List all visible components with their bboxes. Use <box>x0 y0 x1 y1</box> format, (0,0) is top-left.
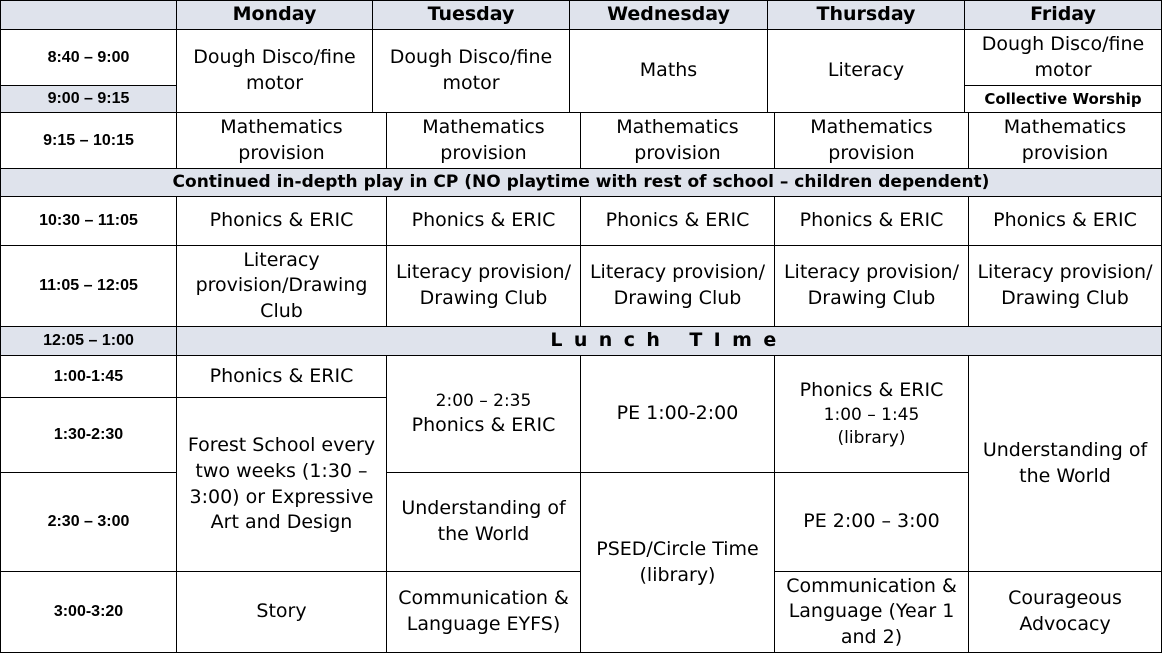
wed-phonics: Phonics & ERIC <box>580 196 775 246</box>
time-0915: 9:15 – 10:15 <box>0 112 177 169</box>
time-1105: 11:05 – 12:05 <box>0 245 177 327</box>
thu-communication-language: Communication & Language (Year 1 and 2) <box>774 571 969 653</box>
thu-phonics-time: 1:00 – 1:45 <box>823 404 920 425</box>
corner-cell <box>0 0 177 30</box>
wed-psed-circle-time: PSED/Circle Time (library) <box>580 472 775 653</box>
header-thursday: Thursday <box>767 0 965 30</box>
wed-maths-provision: Mathematics provision <box>580 112 775 169</box>
mon-maths-provision: Mathematics provision <box>176 112 387 169</box>
header-friday: Friday <box>964 0 1162 30</box>
wed-literacy-provision: Literacy provision/ Drawing Club <box>580 245 775 327</box>
mon-forest-school: Forest School every two weeks (1:30 – 3:00) or Expressive Art and Design <box>176 397 387 572</box>
wed-maths: Maths <box>569 29 768 113</box>
tue-dough-disco: Dough Disco/fine motor <box>372 29 570 113</box>
mon-phonics: Phonics & ERIC <box>176 196 387 246</box>
thu-maths-provision: Mathematics provision <box>774 112 969 169</box>
fri-understanding-world: Understanding of the World <box>968 355 1162 572</box>
thu-phonics: Phonics & ERIC <box>774 196 969 246</box>
thu-literacy-provision: Literacy provision/ Drawing Club <box>774 245 969 327</box>
header-tuesday: Tuesday <box>372 0 570 30</box>
time-0840: 8:40 – 9:00 <box>0 29 177 86</box>
mon-dough-disco: Dough Disco/fine motor <box>176 29 373 113</box>
fri-phonics: Phonics & ERIC <box>968 196 1162 246</box>
thu-phonics-label: Phonics & ERIC <box>799 379 944 402</box>
tue-afternoon-phonics-cell <box>386 355 581 473</box>
time-0100: 1:00-1:45 <box>0 355 177 398</box>
thu-afternoon-phonics-cell <box>774 355 969 473</box>
thu-literacy: Literacy <box>767 29 965 113</box>
time-1030: 10:30 – 11:05 <box>0 196 177 246</box>
time-0230: 2:30 – 3:00 <box>0 472 177 572</box>
tue-literacy-provision: Literacy provision/ Drawing Club <box>386 245 581 327</box>
tue-phonics-label: Phonics & ERIC <box>411 413 556 436</box>
tue-understanding-world: Understanding of the World <box>386 472 581 572</box>
time-1205: 12:05 – 1:00 <box>0 326 177 356</box>
thu-phonics-library: (library) <box>837 427 906 448</box>
tue-maths-provision: Mathematics provision <box>386 112 581 169</box>
mon-literacy-provision: Literacy provision/Drawing Club <box>176 245 387 327</box>
lunch-bar: Lunch TIme <box>176 326 1162 356</box>
wed-pe: PE 1:00-2:00 <box>580 355 775 473</box>
fri-literacy-provision: Literacy provision/ Drawing Club <box>968 245 1162 327</box>
time-0300: 3:00-3:20 <box>0 571 177 653</box>
thu-pe: PE 2:00 – 3:00 <box>774 472 969 572</box>
mon-afternoon-phonics: Phonics & ERIC <box>176 355 387 398</box>
time-0900: 9:00 – 9:15 <box>0 85 177 113</box>
tue-phonics: Phonics & ERIC <box>386 196 581 246</box>
time-0130: 1:30-2:30 <box>0 397 177 473</box>
fri-collective-worship: Collective Worship <box>964 85 1162 113</box>
tue-communication-language: Communication & Language EYFS) <box>386 571 581 653</box>
fri-maths-provision: Mathematics provision <box>968 112 1162 169</box>
mon-story: Story <box>176 571 387 653</box>
header-wednesday: Wednesday <box>569 0 768 30</box>
break-bar: Continued in-depth play in CP (NO playtime with rest of school – children dependent) <box>0 168 1162 197</box>
header-monday: Monday <box>176 0 373 30</box>
tue-phonics-time: 2:00 – 2:35 <box>435 390 532 411</box>
fri-dough-disco: Dough Disco/fine motor <box>964 29 1162 86</box>
fri-courageous-advocacy: Courageous Advocacy <box>968 571 1162 653</box>
